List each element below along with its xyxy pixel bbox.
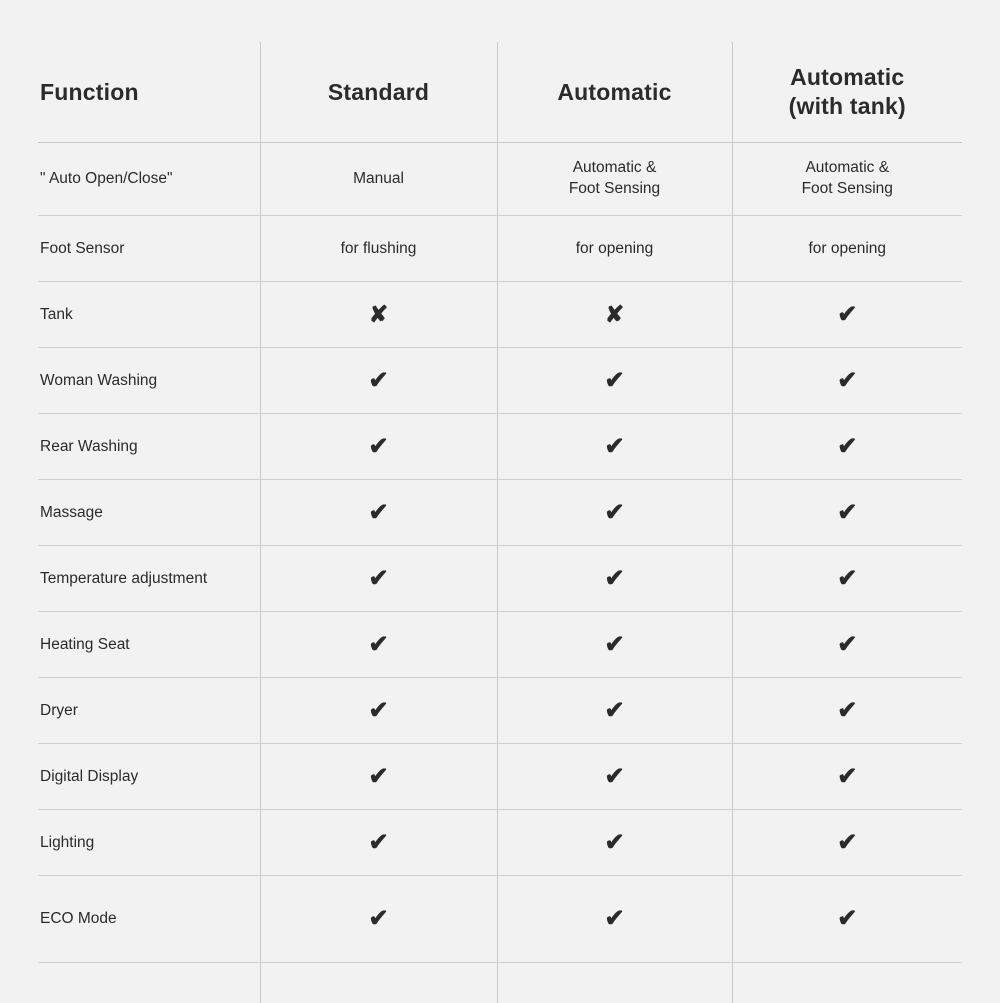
table-footer-spacer-row xyxy=(38,963,962,1003)
table-row xyxy=(38,216,962,282)
check-icon: ✔ xyxy=(837,633,857,657)
footer-spacer-function xyxy=(38,963,260,1003)
check-icon: ✔ xyxy=(368,435,388,459)
cell-tank-standard xyxy=(260,282,497,348)
row-label-tank: Tank xyxy=(38,282,260,348)
cell-eco-mode-automatic xyxy=(497,876,732,963)
cell-auto-open-close-automatic xyxy=(497,143,732,216)
cell-eco-mode-standard xyxy=(260,876,497,963)
row-label-temperature-adjustment: Temperature adjustment xyxy=(38,546,260,612)
table-row xyxy=(38,414,962,480)
cell-digital-display-standard xyxy=(260,744,497,810)
cell-auto-open-close-standard: Manual xyxy=(260,143,497,216)
check-icon: ✔ xyxy=(604,831,624,855)
cell-dryer-standard xyxy=(260,678,497,744)
column-header-automatic: Automatic xyxy=(497,42,732,143)
row-label-rear-washing: Rear Washing xyxy=(38,414,260,480)
cell-temperature-adjustment-automatic xyxy=(497,546,732,612)
row-label-heating-seat: Heating Seat xyxy=(38,612,260,678)
check-icon: ✔ xyxy=(837,831,857,855)
cell-foot-sensor-automatic: for opening xyxy=(497,216,732,282)
check-icon: ✔ xyxy=(604,907,624,931)
cell-lighting-automatic-with-tank xyxy=(732,810,962,876)
row-label-eco-mode: ECO Mode xyxy=(38,876,260,963)
cell-rear-washing-automatic-with-tank xyxy=(732,414,962,480)
table-row xyxy=(38,143,962,216)
column-header-automatic-with-tank-line1: Automatic xyxy=(733,63,963,92)
check-icon: ✔ xyxy=(837,369,857,393)
table-row xyxy=(38,282,962,348)
cell-eco-mode-automatic-with-tank xyxy=(732,876,962,963)
check-icon: ✔ xyxy=(368,699,388,723)
check-icon: ✔ xyxy=(837,765,857,789)
cell-woman-washing-automatic xyxy=(497,348,732,414)
check-icon: ✔ xyxy=(837,699,857,723)
table-row xyxy=(38,810,962,876)
check-icon: ✔ xyxy=(837,303,857,327)
table-row xyxy=(38,612,962,678)
cell-massage-automatic-with-tank xyxy=(732,480,962,546)
row-label-auto-open-close: " Auto Open/Close" xyxy=(38,143,260,216)
cross-icon: ✘ xyxy=(605,303,624,326)
cell-tank-automatic-with-tank xyxy=(732,282,962,348)
cell-foot-sensor-standard: for flushing xyxy=(260,216,497,282)
cell-rear-washing-automatic xyxy=(497,414,732,480)
check-icon: ✔ xyxy=(837,907,857,931)
row-label-lighting: Lighting xyxy=(38,810,260,876)
table-header-row xyxy=(38,42,962,143)
table-row xyxy=(38,348,962,414)
column-header-standard: Standard xyxy=(260,42,497,143)
cell-digital-display-automatic xyxy=(497,744,732,810)
cell-digital-display-automatic-with-tank xyxy=(732,744,962,810)
check-icon: ✔ xyxy=(604,633,624,657)
check-icon: ✔ xyxy=(368,907,388,931)
check-icon: ✔ xyxy=(604,699,624,723)
check-icon: ✔ xyxy=(837,501,857,525)
cross-icon: ✘ xyxy=(369,303,388,326)
row-label-dryer: Dryer xyxy=(38,678,260,744)
cell-woman-washing-automatic-with-tank xyxy=(732,348,962,414)
feature-comparison-table xyxy=(38,42,962,1003)
table-header xyxy=(38,42,962,143)
check-icon: ✔ xyxy=(604,501,624,525)
cell-temperature-adjustment-standard xyxy=(260,546,497,612)
cell-text-line2: Foot Sensing xyxy=(498,179,732,200)
cell-lighting-automatic xyxy=(497,810,732,876)
cell-tank-automatic xyxy=(497,282,732,348)
check-icon: ✔ xyxy=(604,369,624,393)
cell-auto-open-close-automatic-with-tank xyxy=(732,143,962,216)
check-icon: ✔ xyxy=(604,765,624,789)
cell-text-line1: Automatic & xyxy=(733,158,963,179)
column-header-function: Function xyxy=(38,42,260,143)
check-icon: ✔ xyxy=(604,435,624,459)
row-label-woman-washing: Woman Washing xyxy=(38,348,260,414)
check-icon: ✔ xyxy=(368,633,388,657)
footer-spacer-automatic-with-tank xyxy=(732,963,962,1003)
row-label-massage: Massage xyxy=(38,480,260,546)
check-icon: ✔ xyxy=(368,567,388,591)
column-header-automatic-with-tank xyxy=(732,42,962,143)
footer-spacer-automatic xyxy=(497,963,732,1003)
cell-temperature-adjustment-automatic-with-tank xyxy=(732,546,962,612)
table-row xyxy=(38,876,962,963)
cell-heating-seat-automatic xyxy=(497,612,732,678)
footer-spacer-standard xyxy=(260,963,497,1003)
cell-dryer-automatic xyxy=(497,678,732,744)
cell-dryer-automatic-with-tank xyxy=(732,678,962,744)
table-row xyxy=(38,546,962,612)
check-icon: ✔ xyxy=(368,369,388,393)
cell-lighting-standard xyxy=(260,810,497,876)
check-icon: ✔ xyxy=(837,567,857,591)
check-icon: ✔ xyxy=(368,831,388,855)
cell-heating-seat-automatic-with-tank xyxy=(732,612,962,678)
row-label-foot-sensor: Foot Sensor xyxy=(38,216,260,282)
check-icon: ✔ xyxy=(604,567,624,591)
cell-text-line2: Foot Sensing xyxy=(733,179,963,200)
cell-woman-washing-standard xyxy=(260,348,497,414)
check-icon: ✔ xyxy=(368,765,388,789)
table-body xyxy=(38,143,962,1003)
table-row xyxy=(38,678,962,744)
cell-massage-standard xyxy=(260,480,497,546)
table-row xyxy=(38,480,962,546)
check-icon: ✔ xyxy=(837,435,857,459)
cell-massage-automatic xyxy=(497,480,732,546)
column-header-automatic-with-tank-line2: (with tank) xyxy=(733,92,963,121)
feature-comparison-table-container xyxy=(38,42,962,958)
check-icon: ✔ xyxy=(368,501,388,525)
cell-text-line1: Automatic & xyxy=(498,158,732,179)
row-label-digital-display: Digital Display xyxy=(38,744,260,810)
cell-foot-sensor-automatic-with-tank: for opening xyxy=(732,216,962,282)
table-row xyxy=(38,744,962,810)
cell-heating-seat-standard xyxy=(260,612,497,678)
cell-rear-washing-standard xyxy=(260,414,497,480)
